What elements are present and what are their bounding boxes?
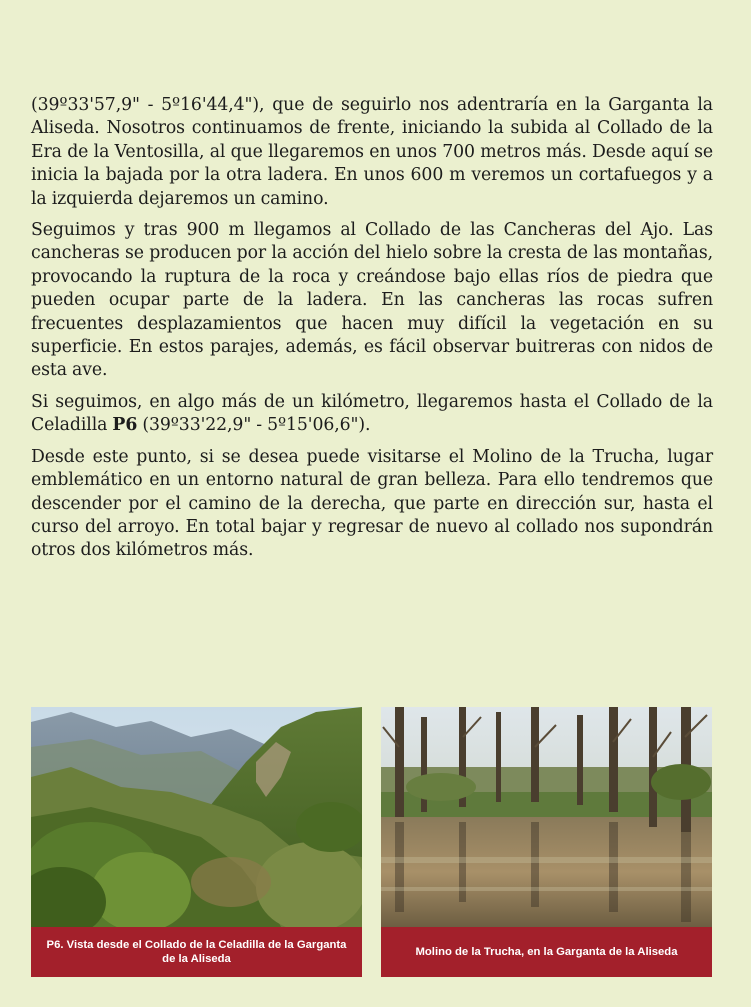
river-trees-photo (381, 707, 712, 927)
photo-card-river (381, 707, 712, 977)
body-text (31, 94, 713, 571)
point-label-p6: P6 (112, 415, 138, 436)
photo-caption-river: Molino de la Trucha, en la Garganta de la Aliseda (381, 927, 712, 977)
paragraph-4 (31, 446, 713, 563)
photo-caption-valley: P6. Vista desde el Collado de la Celadilla de la Garganta de la Aliseda (31, 927, 362, 977)
mountain-valley-photo (31, 707, 362, 927)
paragraph-3-text-after: (39º33'22,9" - 5º15'06,6"). (137, 415, 371, 436)
paragraph-3-text-before: Si seguimos, en algo más de un kilómetro, llegaremos hasta el Collado de la Celadilla (31, 391, 713, 436)
paragraph-2-text: Seguimos y tras 900 m llegamos al Collado de las Cancheras del Ajo. Las cancheras se producen por la acción del hielo sobre la cresta de las montañas, provocando la ruptura de la roca y creándose bajo ellas ríos de piedra que pueden ocupar parte de la ladera. En las cancheras las rocas sufren frecuentes desplazamientos que hacen muy difícil la vegetación en su superficie. En estos parajes, además, es fácil observar buitreras con nidos de esta ave. (31, 220, 713, 381)
paragraph-2 (31, 219, 713, 383)
river-trees-image (381, 707, 712, 927)
photo-card-valley (31, 707, 362, 977)
paragraph-4-text: Desde este punto, si se desea puede visitarse el Molino de la Trucha, lugar emblemático en un entorno natural de gran belleza. Para ello tendremos que descender por el camino de la derecha, que parte en dirección sur, hasta el curso del arroyo. En total bajar y regresar de nuevo al collado nos supondrán otros dos kilómetros más. (31, 446, 713, 561)
mountain-valley-image (31, 707, 362, 927)
paragraph-1 (31, 94, 713, 211)
paragraph-3 (31, 391, 713, 438)
paragraph-1-text: (39º33'57,9" - 5º16'44,4"), que de seguirlo nos adentraría en la Garganta la Aliseda. Nosotros continuamos de frente, iniciando la subida al Collado de la Era de la Ventosilla, al que llegaremos en unos 700 metros más. Desde aquí se inicia la bajada por la otra ladera. En unos 600 m veremos un cortafuegos y a la izquierda dejaremos un camino. (31, 95, 713, 209)
